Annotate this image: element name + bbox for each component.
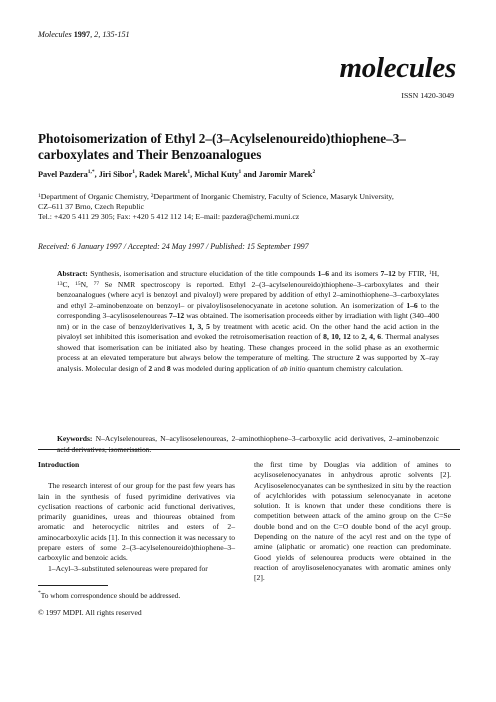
section-divider — [38, 449, 460, 450]
footnote: *To whom correspondence should be addressed. — [38, 590, 181, 600]
author: Jiri Sibor — [98, 170, 133, 179]
body-column-left — [38, 460, 235, 574]
publication-dates: Received: 6 January 1997 / Accepted: 24 May 1997 / Published: 15 September 1997 — [38, 242, 309, 251]
keywords: Keywords: N–Acylselenoureas, N–acylisoselenoureas, 2–aminothiophene–3–carboxylic acid derivatives, 2–aminobenzoic acid derivatives, isomerisation. — [57, 434, 439, 454]
issn: ISSN 1420-3049 — [401, 91, 454, 100]
paragraph: 1–Acyl–3–substituted selenoureas were prepared for — [48, 563, 208, 573]
author: Radek Marek — [139, 170, 188, 179]
footnote-divider — [38, 585, 108, 586]
section-heading: Introduction — [38, 460, 80, 469]
author: Michal Kuty — [194, 170, 239, 179]
affiliations: $^1$Department of Organic Chemistry, $^2$Department of Inorganic Chemistry, Faculty of Science, Masaryk University, CZ–611 37 Brno, Czech Republic Tel.: +420 5 411 29 305; Fax: +420 5 412 112 14; E–mail: pazdera@chemi.muni.cz — [38, 192, 394, 222]
paper-title: Photoisomerization of Ethyl 2–(3–Acylselenoureido)thiophene–3–carboxylates and Their Benzoanalogues — [38, 131, 406, 162]
author-list: Pavel Pazdera$^{1,*}$, Jiri Sibor$^1$, Radek Marek$^1$, Michal Kuty$^1$ and Jaromir Marek$^2$ — [38, 169, 316, 179]
journal-logo: molecules — [339, 52, 456, 84]
copyright: © 1997 MDPI. All rights reserved — [38, 608, 142, 617]
author: Jaromir Marek — [258, 170, 313, 179]
abstract: Abstract: Synthesis, isomerisation and structure elucidation of the title compounds 1–6 and its isomers 7–12 by FTIR, $^1$H, $^{13}$C, $^{15}$N, $^{77}$ Se NMR spectroscopy is reported. Ethyl 2–(3–acylselenoureido)thiophene–3–carboxylates and their benzoanalogues (where acyl is benzoyl and pivaloyl) were prepared by addition of ethyl 2–aminothiophene–3–carboxylates and ethyl 2–aminobenzoate on benzoyl– or pivaloylisoselenocyanate in acetone solution. An isomerization of 1–6 to the corresponding 3–acylisoselenoureas 7–12 was obtained. The isomerisation proceeds either by irradiation with light (340–400 nm) or in the case of benzoylderivatives 1, 3, 5 by treatment with acetic acid. On the other hand the acid action in the pivaloyl set inhibited this isomerisation and evoked the retroisomerisation reaction of 8, 10, 12 to 2, 4, 6. Thermal analyses showed that isomerisation can be initiated also by heating. These changes proceed in the solid phase as an exothermic process at an elevated temperature but always below the temperature of melting. The structure 2 was supported by X–ray analysis. Molecular design of 2 and 8 was modeled during application of ab initio quantum chemistry calculation. — [57, 269, 440, 373]
author: Pavel Pazdera — [38, 170, 88, 179]
body-column-right — [254, 460, 451, 584]
paragraph: the first time by Douglas via addition of amines to acylisoselenocyanates in anhydrous aprotic solvents [2]. Acylisoselenocyanates can be synthesized in situ by the reaction of acylchlorides with potassium selenocyanate in acetone solution. It is known that under these conditions there is competition between attack of the amino group on the C=Se double bond and on the C=O double bond of the acyl group. Depending on the nature of the acyl rest and on the type of amine (aliphatic or aromatic) one reaction can predominate. Good yields of selenourea products were obtained in the reaction of aroylisoselenocyanates with aromatic amines only [2]. — [254, 460, 451, 583]
paragraph: The research interest of our group for the past few years has lain in the synthesis of fused pyrimidine derivatives via cyclisation reactions of carbonic acid functional derivatives, primarily guanidines, ureas and thioureas obtained from aromatic and heterocyclic nitriles and esters of 2–aminocarboxylic acids [1]. In this connection it was necessary to prepare esters of some 2–(3–acylselenoureido)thiophene–3–carboxylic and benzoic acids. — [38, 481, 235, 563]
journal-citation: Molecules 1997, 2, 135-151 — [38, 30, 130, 39]
